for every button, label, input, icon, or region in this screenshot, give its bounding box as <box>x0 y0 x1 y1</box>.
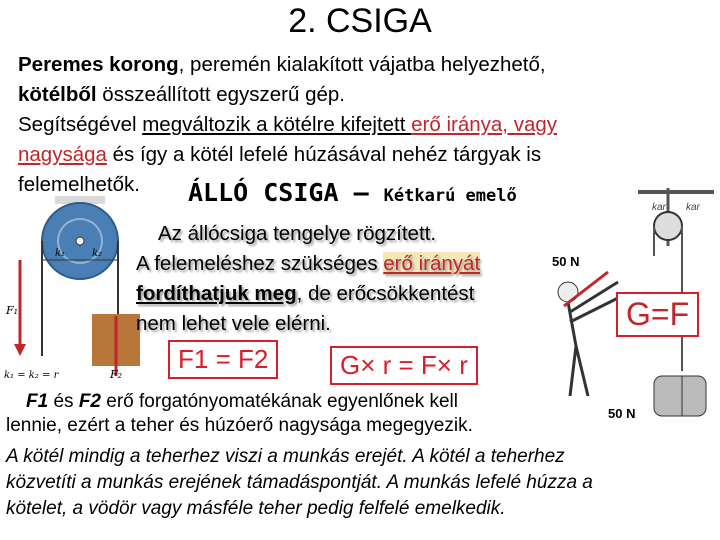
closing-paragraph <box>6 444 711 522</box>
closing-line-2: közvetíti a munkás erejének támadáspontját. A munkás lefelé húzza a <box>6 472 593 493</box>
photo-pulley <box>654 212 682 240</box>
moment-paragraph <box>6 390 706 438</box>
intro-line-5: felemelhetők. <box>18 173 140 196</box>
intro-line-4: nagysága és így a kötél lefelé húzásával nehéz tárgyak is <box>18 143 542 166</box>
pulley-hub <box>76 237 84 245</box>
section-heading: ÁLLÓ CSIGA – Kétkarú emelő <box>188 178 517 207</box>
intro-line-1: Peremes korong, peremén kialakított vájatba helyezhető, <box>18 53 546 76</box>
fixed-line-3: fordíthatjuk meg, de erőcsökkentést <box>136 282 475 305</box>
label-50n-bottom: 50 N <box>608 406 636 421</box>
moment-line-2: lennie, ezért a teher és húzóerő nagysága megegyezik. <box>6 415 473 436</box>
intro-line-3: Segítségével megváltozik a kötélre kifejtett erő iránya, vagy <box>18 113 557 136</box>
force-f1-arrowhead <box>14 344 26 356</box>
closing-line-3: kötelet, a vödör vagy másféle teher pedig felfelé emelkedik. <box>6 498 506 519</box>
fixed-line-4: nem lehet vele elérni. <box>136 312 331 335</box>
fixed-line-1: Az állócsiga tengelye rögzített. <box>158 222 437 245</box>
pulley-diagram <box>0 196 140 382</box>
intro-line-2: kötélből összeállított egyszerű gép. <box>18 83 346 106</box>
label-k1: k₁ <box>55 248 66 259</box>
closing-line-1: A kötél mindig a teherhez viszi a munkás erejét. A kötél a teherhez <box>6 446 565 467</box>
photo-gap <box>640 256 668 296</box>
label-f2: F₂ <box>110 368 123 381</box>
moment-line-1: F1 és F2 erő forgatónyomatékának egyenlőnek kell <box>26 391 459 412</box>
page-title: 2. CSIGA <box>288 2 432 40</box>
label-k2: k₂ <box>92 248 103 259</box>
label-kar-2: kar <box>686 202 700 213</box>
label-50n-top: 50 N <box>552 254 580 269</box>
fixed-line-2: A felemeléshez szükséges erő irányát <box>136 252 481 275</box>
label-f1: F₁ <box>6 304 19 317</box>
box-moment-equation: G× r = F× r <box>330 346 478 385</box>
box-f1-equals-f2: F1 = F2 <box>168 340 278 379</box>
label-kar-1: kar <box>652 202 666 213</box>
box-g-equals-f: G=F <box>616 292 699 337</box>
label-equality: k₁ = k₂ = r <box>4 370 59 381</box>
